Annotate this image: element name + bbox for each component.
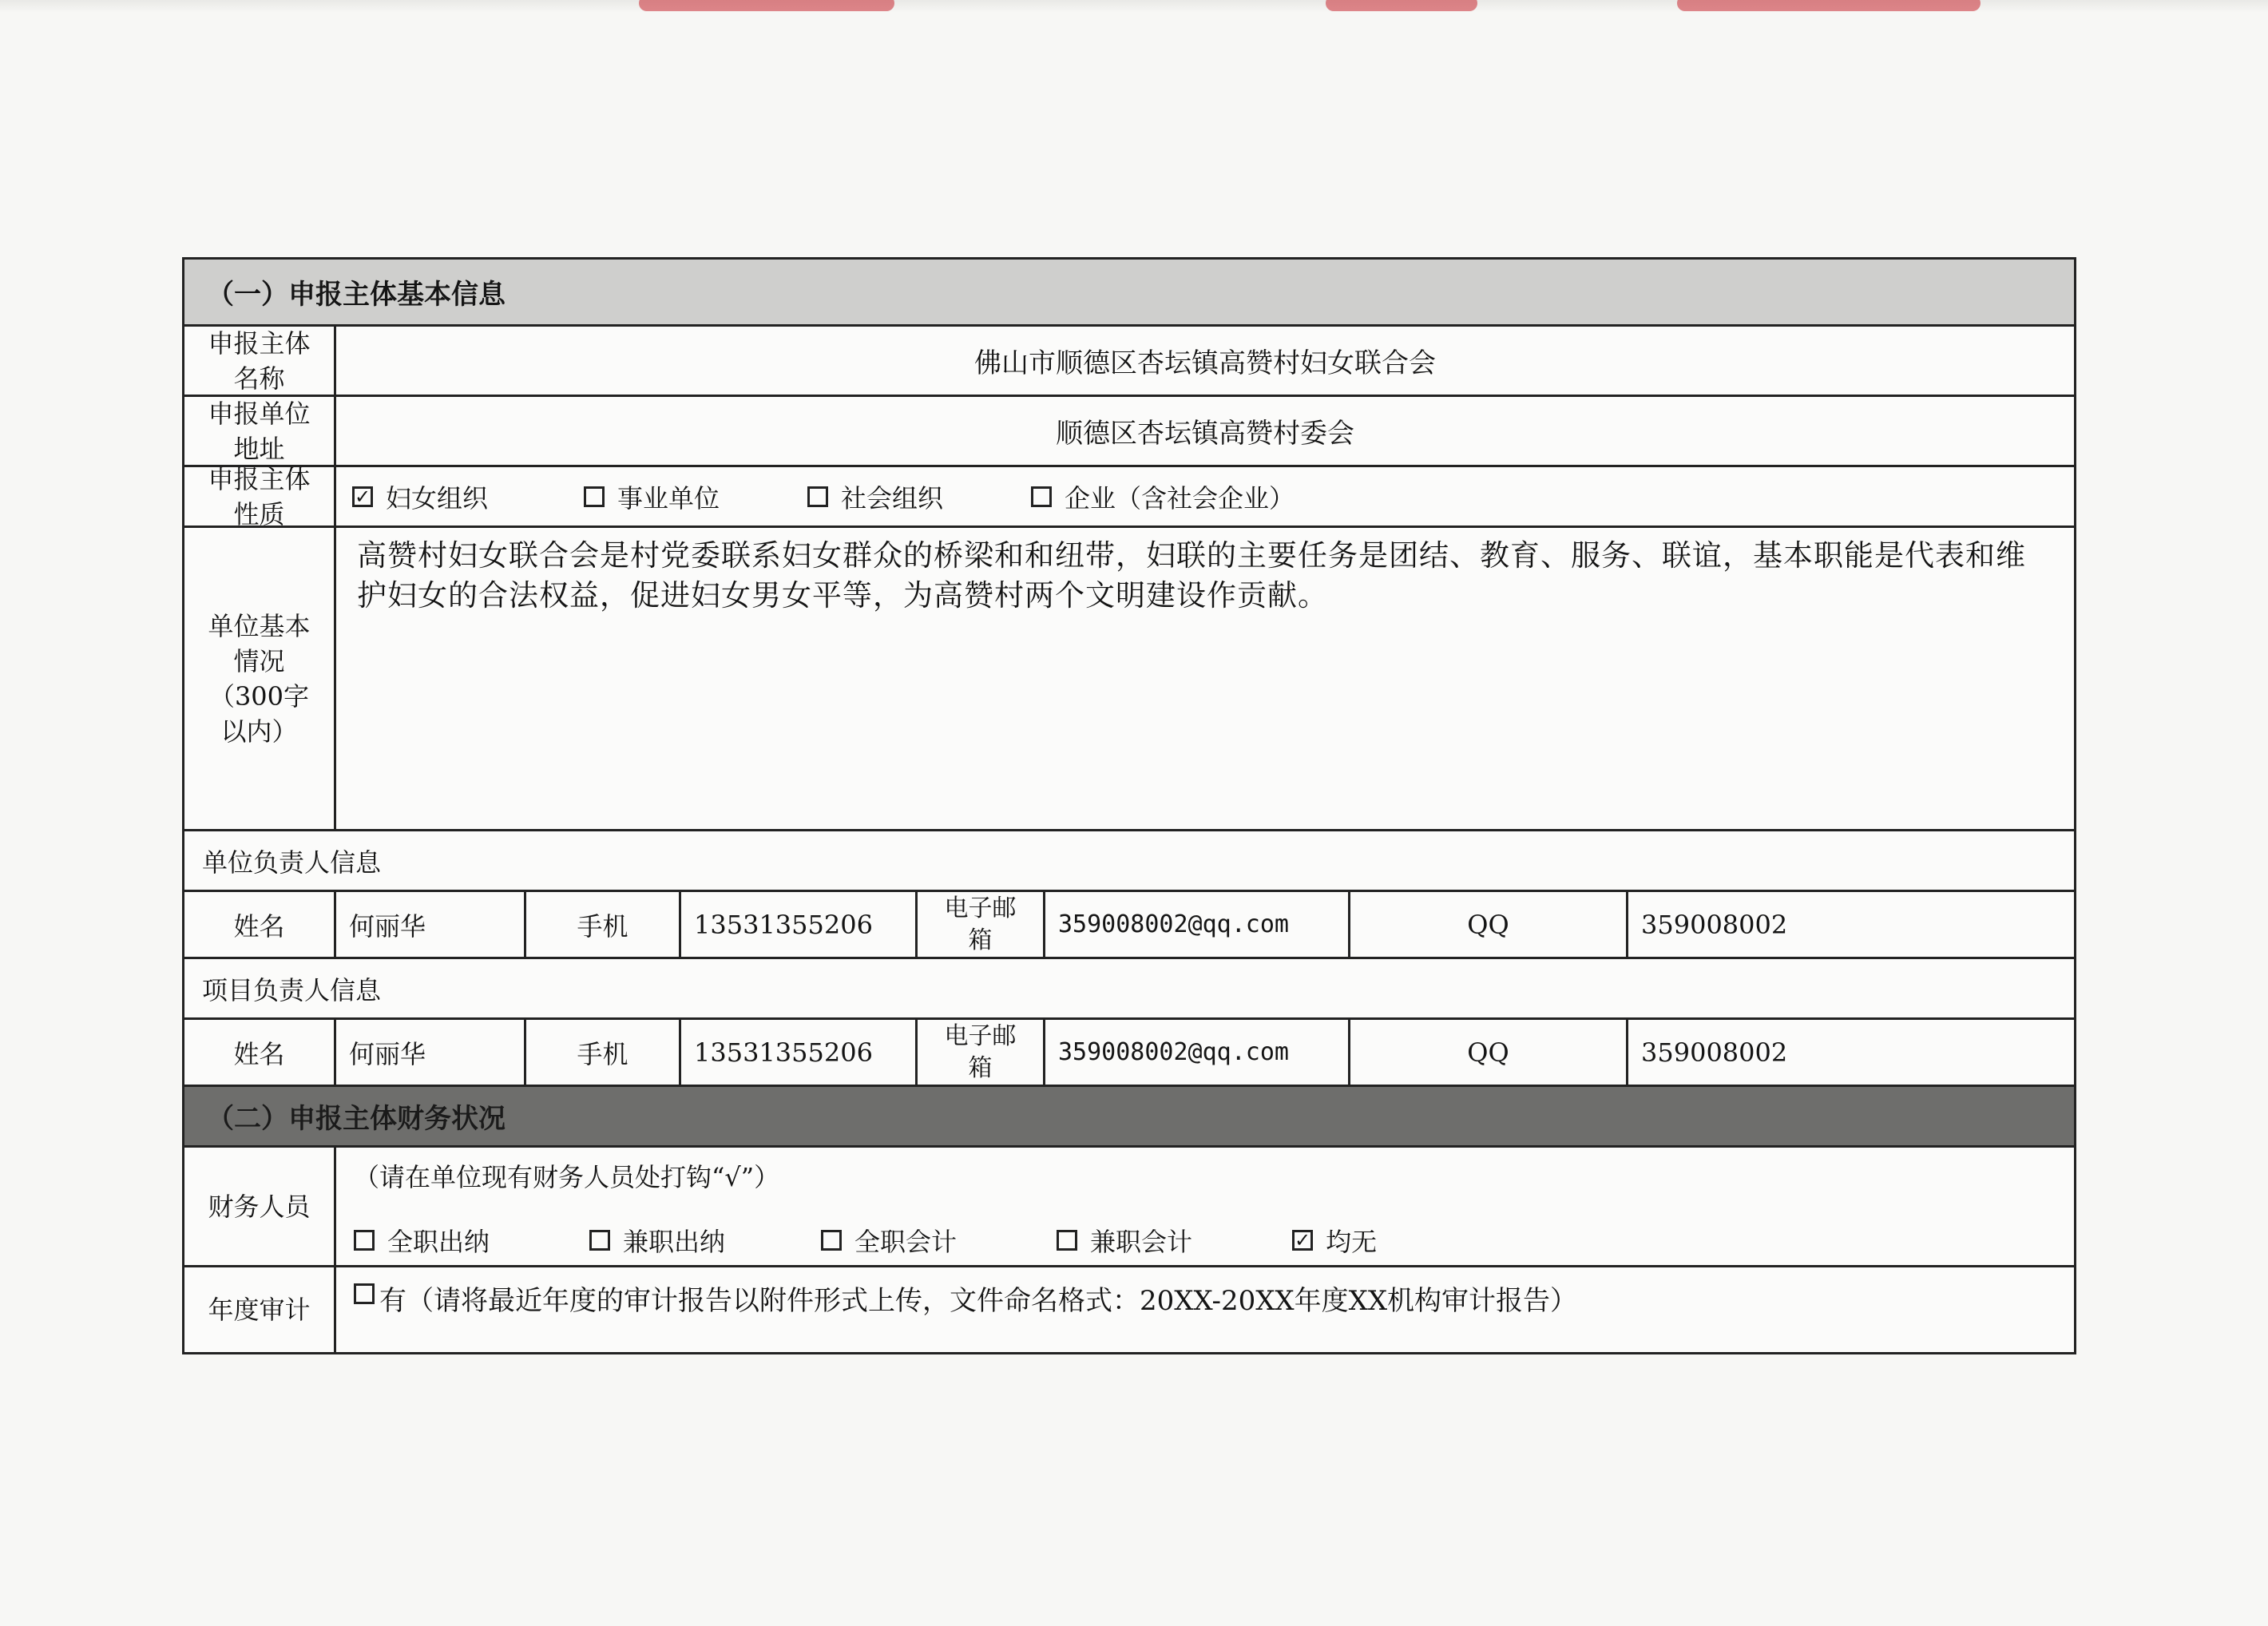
finance-option-label: 兼职会计: [1090, 1227, 1193, 1257]
applicant-nature-label: 申报主体 性质: [184, 467, 336, 525]
checkbox-icon[interactable]: [589, 1230, 610, 1251]
nature-option-label: 企业（含社会企业）: [1065, 482, 1295, 514]
row-basic-situation: [184, 528, 2074, 831]
nature-option-label: 妇女组织: [386, 482, 489, 514]
project-leader-phone: 13531355206: [681, 1020, 918, 1085]
unit-leader-heading: 单位负责人信息: [184, 831, 2074, 892]
application-form-table: [182, 257, 2076, 1354]
checkbox-icon[interactable]: [584, 486, 605, 507]
finance-option[interactable]: [821, 1222, 957, 1259]
red-stamp-fragment: [1677, 0, 1981, 11]
basic-situation-text: 高赞村妇女联合会是村党委联系妇女群众的桥梁和和纽带，妇联的主要任务是团结、教育、服务、联谊，基本职能是代表和维护妇女的合法权益，促进妇女男女平等，为高赞村两个文明建设作贡献。: [357, 538, 2026, 613]
project-leader-name-label: 姓名: [184, 1020, 336, 1085]
finance-option-label: 兼职出纳: [623, 1227, 726, 1257]
finance-option[interactable]: [1292, 1222, 1377, 1259]
annual-audit-label: 年度审计: [184, 1267, 336, 1352]
finance-staff-hint: （请在单位现有财务人员处打钩“√”）: [354, 1162, 780, 1192]
checked-checkbox-icon[interactable]: ✓: [352, 486, 373, 507]
row-applicant-name: [184, 327, 2074, 397]
project-leader-row: [184, 1020, 2074, 1087]
finance-option[interactable]: [1057, 1222, 1192, 1259]
row-applicant-address: [184, 397, 2074, 467]
applicant-address-label: 申报单位 地址: [184, 397, 336, 465]
finance-option-label: 全职出纳: [387, 1227, 490, 1257]
project-leader-heading: 项目负责人信息: [184, 959, 2074, 1020]
project-leader-email-label: 电子邮 箱: [918, 1020, 1045, 1085]
annual-audit-text: 有（请将最近年度的审计报告以附件形式上传，文件命名格式：20XX-20XX年度XX机构审计报告）: [379, 1285, 1578, 1317]
finance-option-label: 均无: [1326, 1227, 1378, 1257]
project-leader-email: 359008002@qq.com: [1045, 1020, 1350, 1085]
unit-leader-qq: 359008002: [1641, 909, 1788, 940]
nature-option-label: 事业单位: [617, 482, 720, 514]
nature-option[interactable]: [807, 478, 943, 515]
finance-option[interactable]: [589, 1222, 725, 1259]
unit-leader-qq-label: QQ: [1350, 892, 1628, 957]
nature-option-label: 社会组织: [841, 482, 944, 514]
finance-option-label: 全职会计: [854, 1227, 958, 1257]
nature-options: [336, 467, 2074, 525]
basic-situation-label: 单位基本 情况 （300字 以内）: [184, 528, 336, 829]
unit-leader-phone-label: 手机: [526, 892, 681, 957]
red-stamp-fragment: [639, 0, 894, 11]
project-leader-name: 何丽华: [336, 1020, 526, 1085]
annual-audit-content: [336, 1267, 2074, 1352]
red-stamp-fragment: [1326, 0, 1477, 11]
unit-leader-name: 何丽华: [336, 892, 526, 957]
nature-option[interactable]: [1031, 478, 1295, 515]
row-applicant-nature: [184, 463, 2074, 529]
checkbox-icon[interactable]: [1031, 486, 1052, 507]
checkbox-icon[interactable]: [821, 1230, 842, 1251]
project-leader-phone-label: 手机: [526, 1020, 681, 1085]
unit-leader-name-label: 姓名: [184, 892, 336, 957]
project-leader-qq-label: QQ: [1350, 1020, 1628, 1085]
audit-checkbox[interactable]: [354, 1283, 375, 1304]
checkbox-icon[interactable]: [1057, 1230, 1077, 1251]
unit-leader-phone: 13531355206: [681, 892, 918, 957]
section-finance-header: [184, 1087, 2074, 1148]
applicant-name-label: 申报主体 名称: [184, 327, 336, 395]
unit-leader-email-label: 电子邮 箱: [918, 892, 1045, 957]
row-finance-staff: [184, 1148, 2074, 1267]
finance-option[interactable]: [354, 1222, 490, 1259]
applicant-name-value: 佛山市顺德区杏坛镇高赞村妇女联合会: [974, 347, 1436, 379]
checkbox-icon[interactable]: [354, 1230, 375, 1251]
row-annual-audit: [184, 1267, 2074, 1352]
nature-option[interactable]: [352, 478, 488, 515]
checked-checkbox-icon[interactable]: ✓: [1292, 1230, 1313, 1251]
unit-leader-email: 359008002@qq.com: [1045, 892, 1350, 957]
checkbox-icon[interactable]: [807, 486, 828, 507]
unit-leader-row: [184, 892, 2074, 959]
project-leader-qq: 359008002: [1641, 1037, 1788, 1068]
finance-staff-content: [336, 1148, 2074, 1265]
nature-option[interactable]: [584, 478, 720, 515]
applicant-address-value: 顺德区杏坛镇高赞村委会: [1056, 418, 1354, 450]
section-title: （一）申报主体基本信息: [207, 279, 506, 311]
finance-staff-label: 财务人员: [184, 1148, 336, 1265]
section-title: （二）申报主体财务状况: [207, 1103, 506, 1135]
section-basic-info-header: [184, 260, 2074, 327]
